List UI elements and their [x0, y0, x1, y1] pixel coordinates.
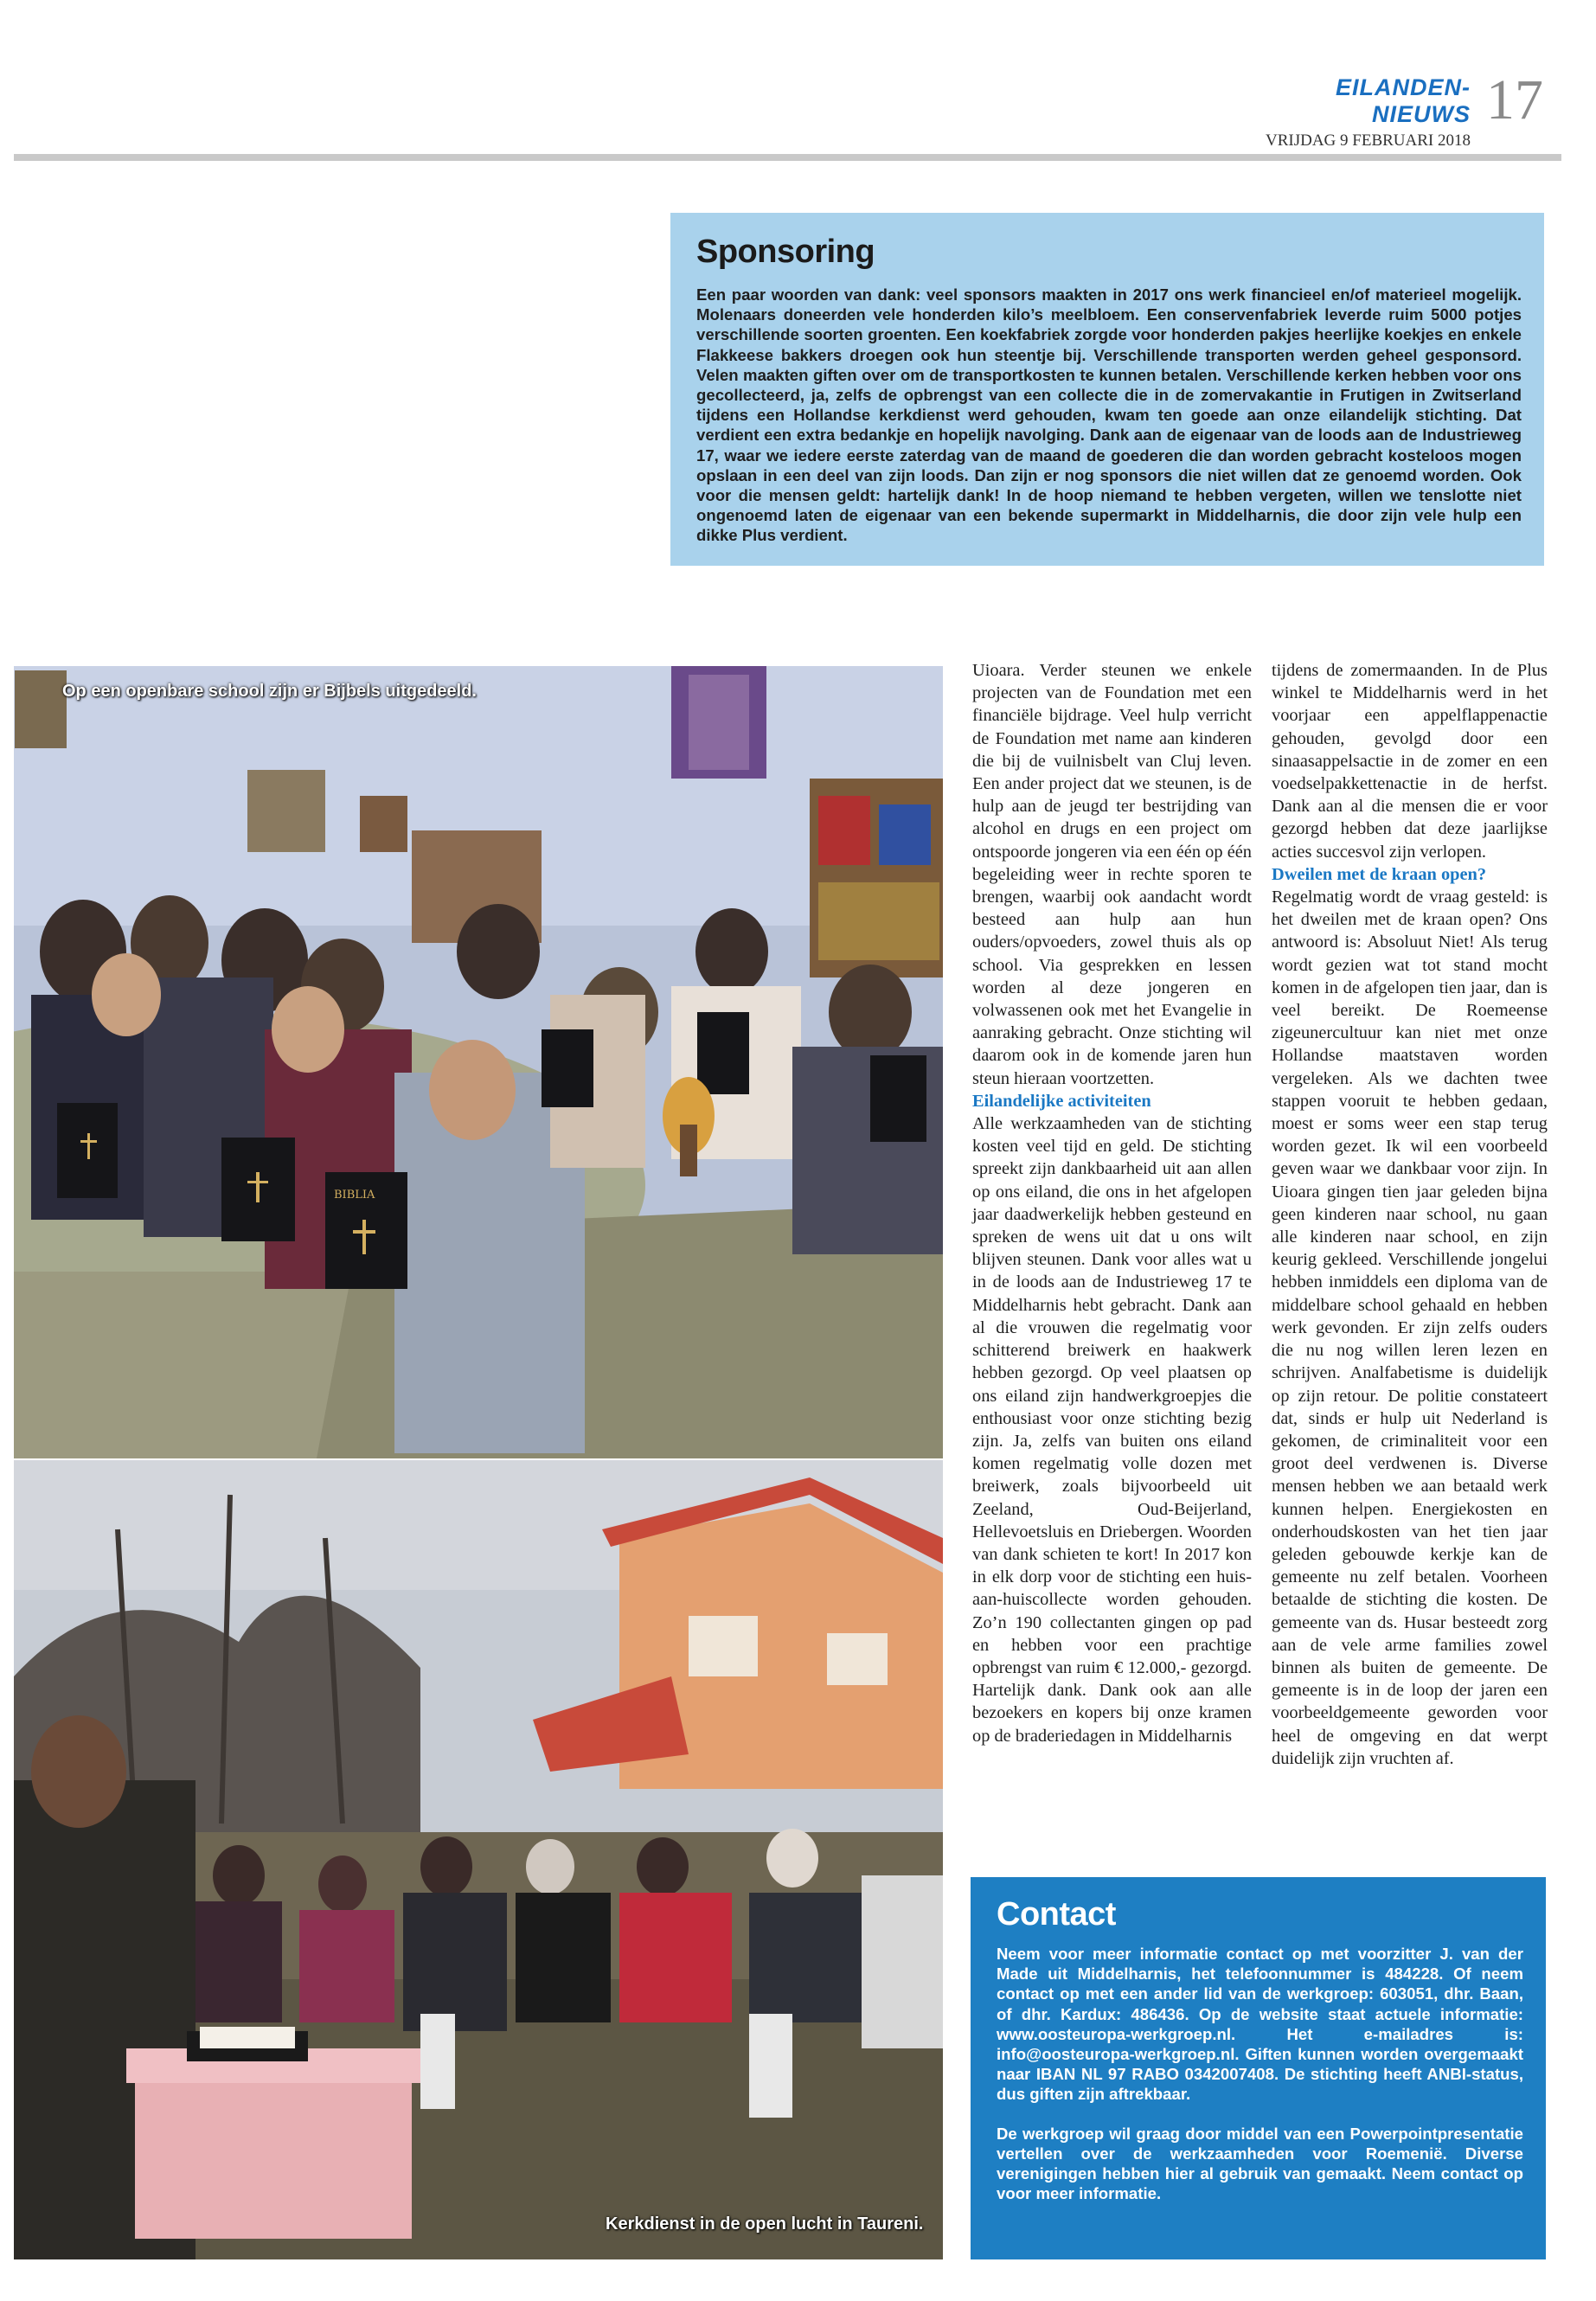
contact-box	[971, 1877, 1546, 2259]
caption-classroom: Op een openbare school zijn er Bijbels uitgedeeld.	[62, 682, 477, 701]
outdoor-service-photo	[14, 1460, 943, 2259]
page-number: 17	[1486, 68, 1543, 131]
caption-outdoor-service: Kerkdienst in de open lucht in Taureni.	[606, 2214, 924, 2234]
subhead-eilandelijke-activiteiten: Eilandelijke activiteiten	[972, 1091, 1151, 1111]
contact-paragraph-2: De werkgroep wil graag door middel van een Powerpointpresentatie vertellen over de werkzaamheden voor Roemenië. Diverse verenigingen hebben hier al gebruik van gemaakt. Neem contact op voor meer informatie.	[997, 2124, 1523, 2203]
article-column-2	[1272, 659, 1548, 1770]
masthead	[1246, 74, 1471, 151]
column1-paragraph-2: Alle werkzaamheden van de stichting kosten veel tijd en geld. De stichting spreekt zijn dankbaarheid uit aan allen op ons eiland, die ons in het afgelopen jaar daadwerkelijk hebben gesteund en spreken de wens uit dat u ons wilt blijven steunen. Dank voor alles wat u in de loods aan de Industrieweg 17 te Middelharnis hebt gebracht. Dank aan al die vrouwen die regelmatig voor schitterend breiwerk en haakwerk hebben gezorgd. Op veel plaatsen op ons eiland zijn handwerkgroepjes die enthousiast voor onze stichting bezig zijn. Ja, zelfs van buiten ons eiland komen regelmatig volle dozen met breiwerk, zoals bijvoorbeeld uit Zeeland, Oud-Beijerland, Hellevoetsluis en Driebergen. Woorden van dank schieten te kort! In 2017 kon in elk dorp voor de stichting een huis-aan-huiscollecte worden gehouden. Zo’n 190 collectanten gingen op pad en hebben voor een prachtige opbrengst van ruim € 12.000,- gezorgd. Hartelijk dank. Dank ook aan alle bezoekers en kopers bij onze kramen op de braderiedagen in Middelharnis	[972, 1114, 1252, 1746]
newspaper-title: EILANDEN-NIEUWS	[1336, 74, 1471, 127]
column1-paragraph-1: Uioara. Verder steunen we enkele projecten van de Foundation met een financiële bijdrage. Veel hulp verricht de Foundation met name aan kinderen die bij de vuilnisbelt van Cluj leven. Een ander project dat we steunen, is de hulp aan de jeugd ter bestrijding van alcohol en drugs en een project om ontspoorde jongeren via een één op één begeleiding weer in rechte sporen te brengen, waarbij ook aandacht wordt besteed aan hulp aan hun ouders/opvoeders, zowel thuis als op school. Via gesprekken en lessen worden al deze jongeren en volwassenen ook met het Evangelie in aanraking gebracht. Onze stichting wil daarom ook in de komende jaren hun steun hieraan voortzetten.	[972, 661, 1252, 1088]
column2-paragraph-2: Regelmatig wordt de vraag gesteld: is het dweilen met de kraan open? Ons antwoord is: Absoluut Niet! Als terug wordt gezien wat tot stand mocht komen in de afgelopen tien jaar, dan is veel bereikt. De Roemeense zigeunercultuur kan niet met onze Hollandse maatstaven worden vergeleken. Als we dachten twee stappen vooruit te hebben gedaan, moest er soms weer een stap terug worden gezet. Ik wil een voorbeeld geven waar we dankbaar voor zijn. In Uioara gingen tien jaar geleden bijna geen kinderen naar school, nu gaan alle kinderen naar school, en zijn keurig gekleed. Verschillende jongelui hebben inmiddels een diploma van de middelbare school gehaald en hebben werk gevonden. Er zijn zelfs ouders die nu nog willen leren lezen en schrijven. Analfabetisme is duidelijk op zijn retour. De politie constateert dat, sinds er hulp uit Nederland is gekomen, de criminaliteit voor een groot deel verdwenen is. Diverse mensen hebben we aan betaald werk kunnen helpen. Energiekosten en onderhoudskosten van het tien jaar geleden gebouwde kerkje kan de gemeente nu zelf betalen. Voorheen betaalde de stichting die kosten. De gemeente van ds. Husar besteedt zorg aan de vele arme families zowel binnen als buiten de gemeente. De gemeente is in de loop der jaren een voorbeeldgemeente geworden voor heel de omgeving en dat werpt duidelijk zijn vruchten af.	[1272, 888, 1548, 1768]
sponsoring-body: Een paar woorden van dank: veel sponsors maakten in 2017 ons werk financieel en/of materieel mogelijk. Molenaars doneerden vele honderden kilo’s meelbloem. Een conservenfabriek leverde ruim 5000 potjes verschillende soorten groenten. Een koekfabriek zorgde voor honderden pakjes heerlijke koekjes en enkele Flakkeese bakkers droegen ook hun steentje bij. Verschillende transporten werden geheel gesponsord. Velen maakten giften over om de transportkosten te kunnen betalen. Verschillende kerken hebben voor ons gecollecteerd, ja, zelfs de opbrengst van een collecte die in de zomervakantie in Frutigen in Zwitserland tijdens een Hollandse kerkdienst werd gehouden, kwam ten goede aan onze eilandelijk stichting. Dat verdient een extra bedankje en hopelijk navolging. Dank aan de eigenaar van de loods aan de Industrieweg 17, waar we iedere eerste zaterdag van de maand de goederen die dan worden gebracht kosteloos mogen opslaan in een deel van zijn loods. Dan zijn er nog sponsors die niet willen dat ze genoemd worden. Ook voor die mensen geldt: hartelijk dank! In de hoop niemand te hebben vergeten, willen we tenslotte niet ongenoemd laten de eigenaar van een bekende supermarkt in Middelharnis, die door zijn vele hulp een dikke Plus verdient.	[696, 285, 1522, 545]
column2-paragraph-1: tijdens de zomermaanden. In de Plus winkel te Middelharnis werd in het voorjaar een appelflappenactie gehouden, gevolgd door een sinaasappelsactie in de zomer en een voedselpakkettenactie in de herfst. Dank aan al die mensen die er voor gezorgd hebben dat deze jaarlijkse acties succesvol zijn verlopen.	[1272, 661, 1548, 862]
contact-paragraph-1: Neem voor meer informatie contact op met voorzitter J. van der Made uit Middelharnis, het telefoonnummer is 484228. Of neem contact op met een ander lid van de werkgroep: 603051, dhr. Baan, of dhr. Kardux: 486436. Op de website staat actuele informatie: www.oosteuropa-werkgroep.nl. Het e-mailadres is: info@oosteuropa-werkgroep.nl. Giften kunnen worden overgemaakt naar IBAN NL 97 RABO 0342007408. De stichting heeft ANBI-status, dus giften zijn aftrekbaar.	[997, 1945, 1523, 2104]
sponsoring-box	[670, 213, 1544, 566]
subhead-dweilen: Dweilen met de kraan open?	[1272, 864, 1487, 884]
bible-label: BIBLIA	[334, 1189, 375, 1202]
contact-title: Contact	[997, 1896, 1116, 1932]
sponsoring-title: Sponsoring	[696, 234, 875, 270]
issue-date: VRIJDAG 9 FEBRUARI 2018	[1266, 131, 1471, 150]
classroom-photo	[14, 666, 943, 1458]
header-divider	[14, 154, 1561, 161]
article-column-1	[972, 659, 1252, 1747]
